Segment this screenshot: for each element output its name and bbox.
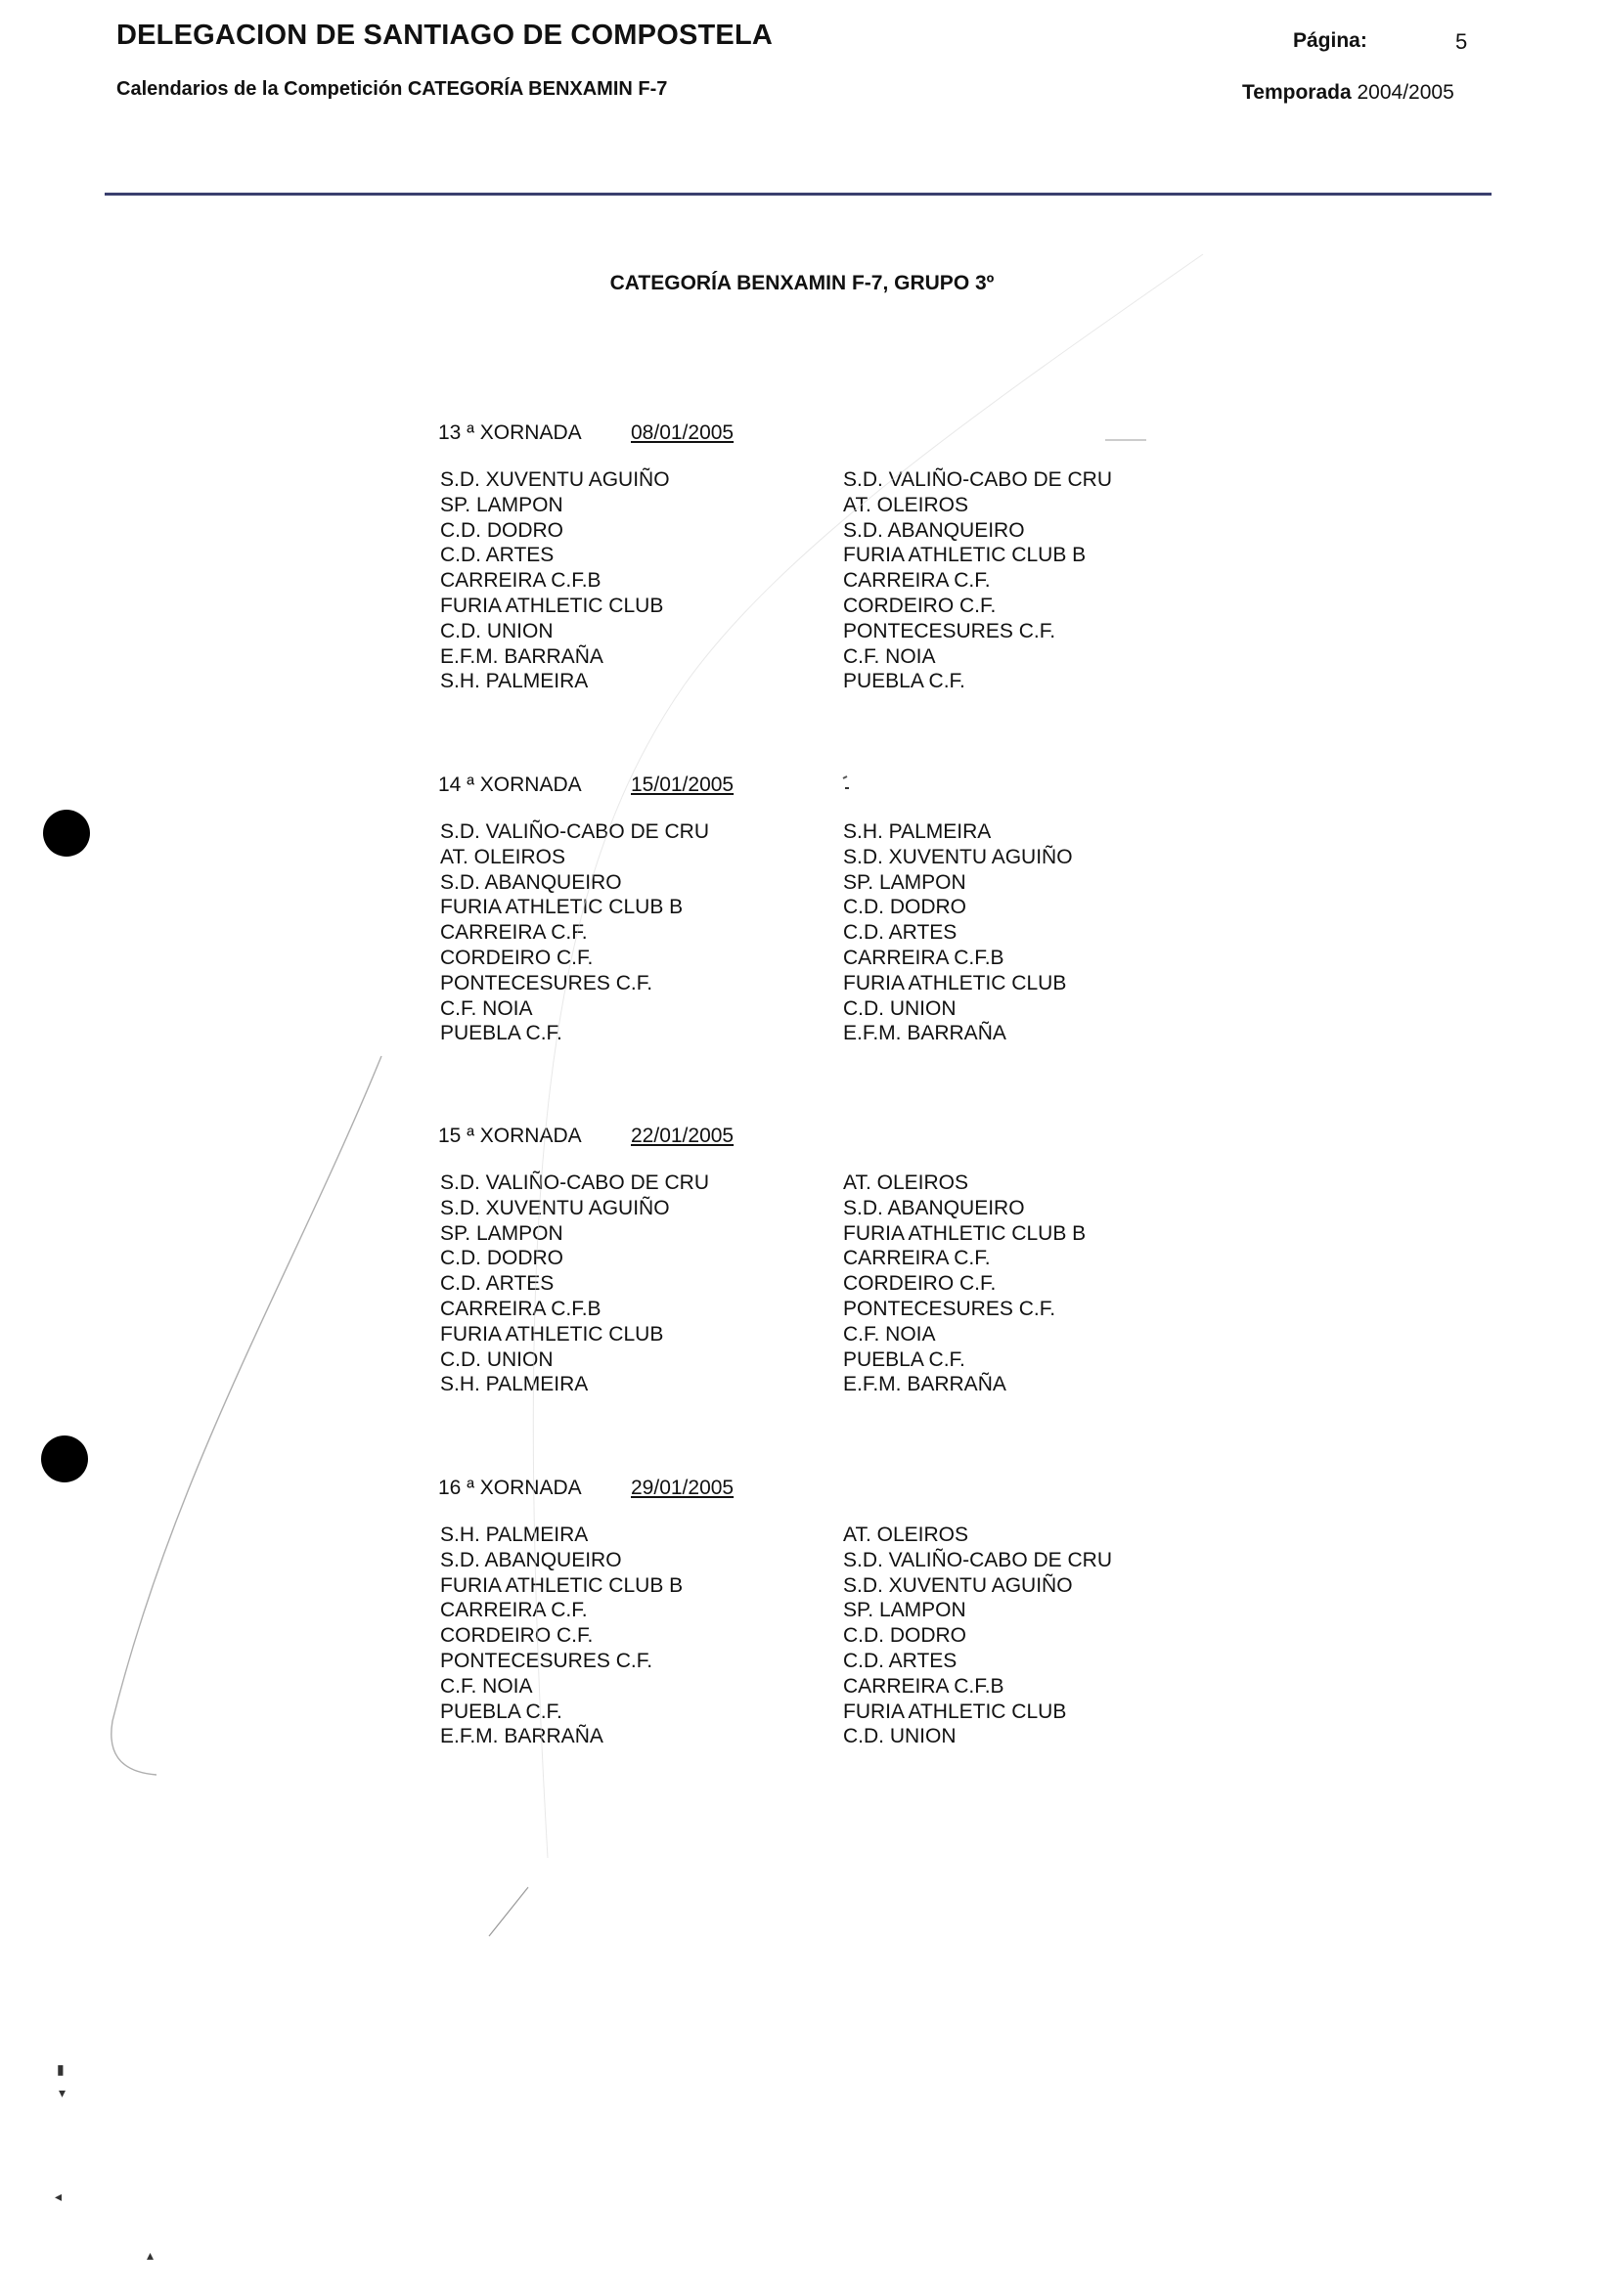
team-name: FURIA ATHLETIC CLUB B — [843, 544, 1087, 567]
scan-mark: ◂ — [55, 2188, 63, 2204]
team-name: CORDEIRO C.F. — [843, 594, 997, 617]
team-name: C.D. ARTES — [440, 544, 555, 567]
team-name: C.D. DODRO — [843, 1624, 966, 1648]
team-name: C.D. ARTES — [440, 1272, 555, 1296]
team-name: PONTECESURES C.F. — [843, 1297, 1056, 1320]
team-name: CARREIRA C.F.B — [843, 946, 1004, 969]
round-date: 22/01/2005 — [631, 1125, 735, 1147]
team-name: C.D. ARTES — [843, 1649, 958, 1672]
round-label: 13 ª XORNADA — [438, 421, 582, 444]
team-name: FURIA ATHLETIC CLUB — [440, 1322, 664, 1346]
team-name: S.D. ABANQUEIRO — [440, 870, 622, 894]
team-name: FURIA ATHLETIC CLUB B — [440, 896, 684, 919]
round-date: 08/01/2005 — [631, 421, 735, 444]
team-name: CORDEIRO C.F. — [440, 946, 594, 969]
team-name: CARREIRA C.F. — [440, 921, 588, 945]
team-name: S.D. XUVENTU AGUIÑO — [440, 468, 670, 491]
team-name: CARREIRA C.F.B — [843, 1674, 1004, 1698]
scan-mark: ▾ — [59, 2085, 67, 2100]
team-name: PONTECESURES C.F. — [843, 619, 1056, 642]
team-name: C.F. NOIA — [440, 996, 533, 1020]
page-label: Página: — [1293, 29, 1367, 52]
scan-mark: ▮ — [57, 2061, 65, 2077]
team-name: S.D. XUVENTU AGUIÑO — [843, 1573, 1073, 1597]
team-name: PUEBLA C.F. — [843, 1347, 965, 1371]
team-name: S.H. PALMEIRA — [843, 820, 992, 843]
team-name: C.F. NOIA — [843, 644, 936, 668]
team-name: E.F.M. BARRAÑA — [440, 644, 603, 668]
round-label: 16 ª XORNADA — [438, 1477, 582, 1499]
team-name: S.D. ABANQUEIRO — [843, 518, 1025, 542]
team-name: C.D. UNION — [843, 1725, 957, 1748]
team-name: C.D. UNION — [843, 996, 957, 1020]
team-name: FURIA ATHLETIC CLUB — [843, 1700, 1067, 1723]
team-name: S.D. VALIÑO-CABO DE CRU — [440, 1171, 709, 1194]
team-name: C.D. DODRO — [440, 518, 563, 542]
header-title: DELEGACION DE SANTIAGO DE COMPOSTELA — [116, 20, 774, 51]
team-name: S.D. XUVENTU AGUIÑO — [440, 1196, 670, 1219]
page-number: 5 — [1455, 29, 1468, 54]
team-name: C.D. DODRO — [440, 1247, 563, 1270]
team-name: SP. LAMPON — [440, 1221, 563, 1245]
team-name: PONTECESURES C.F. — [440, 1649, 653, 1672]
season-value: 2004/2005 — [1357, 81, 1454, 104]
team-name: C.D. ARTES — [843, 921, 958, 945]
team-name: SP. LAMPON — [440, 493, 563, 516]
team-name: S.H. PALMEIRA — [440, 1523, 589, 1546]
team-name: E.F.M. BARRAÑA — [440, 1725, 603, 1748]
team-name: S.D. VALIÑO-CABO DE CRU — [843, 468, 1112, 491]
round-label: 15 ª XORNADA — [438, 1125, 582, 1147]
team-name: AT. OLEIROS — [843, 1523, 968, 1546]
team-name: CARREIRA C.F.B — [440, 569, 602, 593]
team-name: S.D. ABANQUEIRO — [843, 1196, 1025, 1219]
team-name: SP. LAMPON — [843, 1599, 966, 1622]
team-name: FURIA ATHLETIC CLUB — [843, 971, 1067, 994]
team-name: S.D. ABANQUEIRO — [440, 1548, 622, 1571]
team-name: S.H. PALMEIRA — [440, 670, 589, 693]
team-name: E.F.M. BARRAÑA — [843, 1022, 1006, 1045]
team-name: CARREIRA C.F.B — [440, 1297, 602, 1320]
team-name: FURIA ATHLETIC CLUB — [440, 594, 664, 617]
team-name: AT. OLEIROS — [843, 493, 968, 516]
round-date: 15/01/2005 — [631, 773, 735, 796]
team-name: CORDEIRO C.F. — [843, 1272, 997, 1296]
team-name: PUEBLA C.F. — [440, 1700, 562, 1723]
team-name: C.D. DODRO — [843, 896, 966, 919]
team-name: CARREIRA C.F. — [843, 569, 991, 593]
scan-mark: ▴ — [147, 2247, 155, 2263]
team-name: PONTECESURES C.F. — [440, 971, 653, 994]
team-name: S.H. PALMEIRA — [440, 1373, 589, 1396]
team-name: PUEBLA C.F. — [440, 1022, 562, 1045]
round-label: 14 ª XORNADA — [438, 773, 582, 796]
team-name: C.F. NOIA — [843, 1322, 936, 1346]
team-name: C.D. UNION — [440, 1347, 554, 1371]
team-name: PUEBLA C.F. — [843, 670, 965, 693]
team-name: S.D. XUVENTU AGUIÑO — [843, 845, 1073, 868]
team-name: S.D. VALIÑO-CABO DE CRU — [843, 1548, 1112, 1571]
team-name: AT. OLEIROS — [440, 845, 565, 868]
team-name: CARREIRA C.F. — [440, 1599, 588, 1622]
team-name: AT. OLEIROS — [843, 1171, 968, 1194]
team-name: FURIA ATHLETIC CLUB B — [843, 1221, 1087, 1245]
header-subtitle: Calendarios de la Competición CATEGORÍA BENXAMIN F-7 — [116, 78, 668, 100]
team-name: FURIA ATHLETIC CLUB B — [440, 1573, 684, 1597]
category-heading: CATEGORÍA BENXAMIN F-7, GRUPO 3º — [609, 272, 995, 294]
team-name: S.D. VALIÑO-CABO DE CRU — [440, 820, 709, 843]
season-label: Temporada — [1242, 81, 1352, 104]
team-name: E.F.M. BARRAÑA — [843, 1373, 1006, 1396]
team-name: C.D. UNION — [440, 619, 554, 642]
team-name: SP. LAMPON — [843, 870, 966, 894]
team-name: CORDEIRO C.F. — [440, 1624, 594, 1648]
round-date: 29/01/2005 — [631, 1477, 735, 1499]
team-name: C.F. NOIA — [440, 1674, 533, 1698]
team-name: CARREIRA C.F. — [843, 1247, 991, 1270]
